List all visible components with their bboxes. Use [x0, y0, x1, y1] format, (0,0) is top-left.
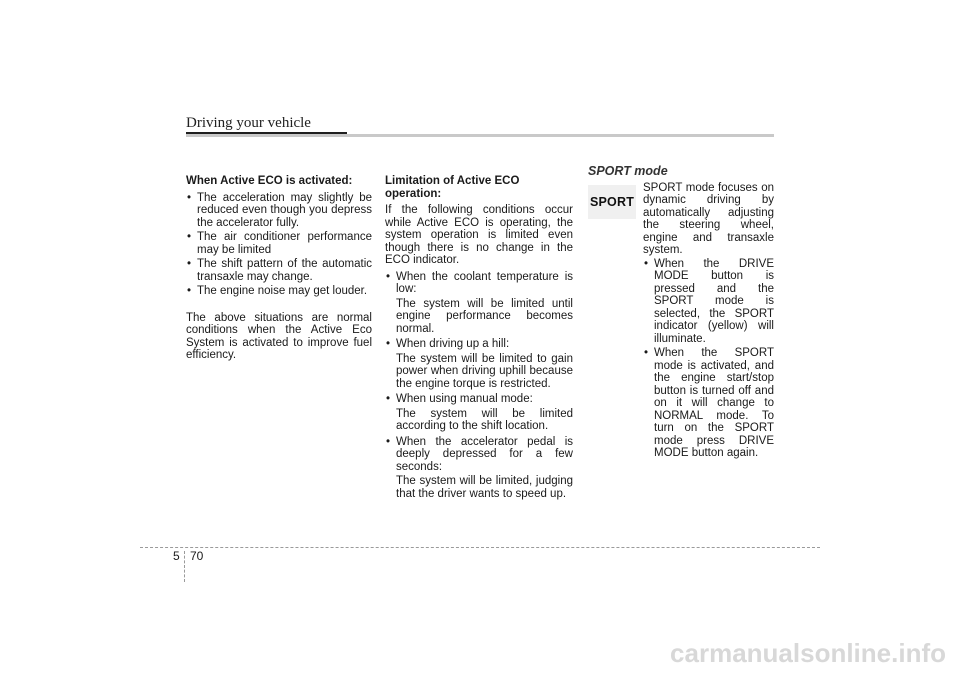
- page-number: 70: [190, 549, 204, 563]
- condition-text: When the coolant temperature is low:: [396, 270, 573, 295]
- page-header-title: Driving your vehicle: [186, 115, 311, 131]
- list-item: [385, 271, 573, 296]
- condition-detail: The system will be limited to gain power when driving uphill because the engine torque is restricted.: [396, 352, 573, 390]
- footer-rule: [140, 547, 820, 548]
- sport-indicator-icon: SPORT: [588, 185, 636, 219]
- limitation-list: [385, 271, 573, 501]
- condition-text: When using manual mode:: [396, 393, 533, 405]
- watermark: carmanualsonline.info: [670, 638, 946, 668]
- condition-text: When the accelerator pedal is deeply depressed for a few seconds:: [396, 435, 573, 473]
- condition-detail: The system will be limited, judging that the driver wants to speed up.: [396, 475, 573, 500]
- list-item: • When the DRIVE MODE button is pressed and the SPORT mode is selected, the SPORT indicator (yellow) will illuminate.: [643, 258, 774, 346]
- normal-conditions-paragraph: The above situations are normal conditions when the Active Eco System is activated to improve fuel efficiency.: [186, 311, 372, 361]
- condition-text: When driving up a hill:: [396, 338, 510, 350]
- list-item: • The shift pattern of the automatic transaxle may change.: [186, 258, 372, 283]
- sport-mode-intro: SPORT mode focuses on dynamic driving by automatically adjusting the steering wheel, engine and transaxle system.: [643, 181, 774, 256]
- limitation-heading: Limitation of Active ECO operation:: [385, 175, 520, 200]
- list-item: [385, 393, 573, 406]
- list-item: • The acceleration may slightly be reduced even though you depress the accelerator fully.: [186, 192, 372, 230]
- right-column: [588, 165, 774, 462]
- chapter-number: 5: [173, 549, 180, 563]
- active-eco-bullets: [186, 192, 372, 298]
- condition-detail: The system will be limited according to the shift location.: [396, 407, 573, 432]
- sport-mode-body: [643, 182, 774, 460]
- condition-detail: The system will be limited until engine performance becomes normal.: [396, 297, 573, 335]
- list-item: • The engine noise may get louder.: [186, 285, 372, 298]
- sport-mode-bullets: [643, 258, 774, 460]
- middle-column: [385, 175, 573, 503]
- sport-mode-heading: SPORT mode: [588, 164, 668, 178]
- limitation-intro: If the following conditions occur while Active ECO is operating, the system operation is limited even though there is no change in the ECO indicator.: [385, 204, 573, 266]
- active-eco-heading: When Active ECO is activated:: [186, 175, 353, 187]
- left-column: [186, 175, 372, 362]
- list-item: • The air conditioner performance may be limited: [186, 231, 372, 256]
- list-item: • When the SPORT mode is activated, and the engine start/stop button is turned off and on it will change to NORMAL mode. To turn on the SPORT mode press DRIVE MODE button again.: [643, 347, 774, 460]
- list-item: [385, 436, 573, 474]
- list-item: [385, 338, 573, 351]
- header-rule: [186, 134, 774, 137]
- footer-divider: [184, 551, 185, 582]
